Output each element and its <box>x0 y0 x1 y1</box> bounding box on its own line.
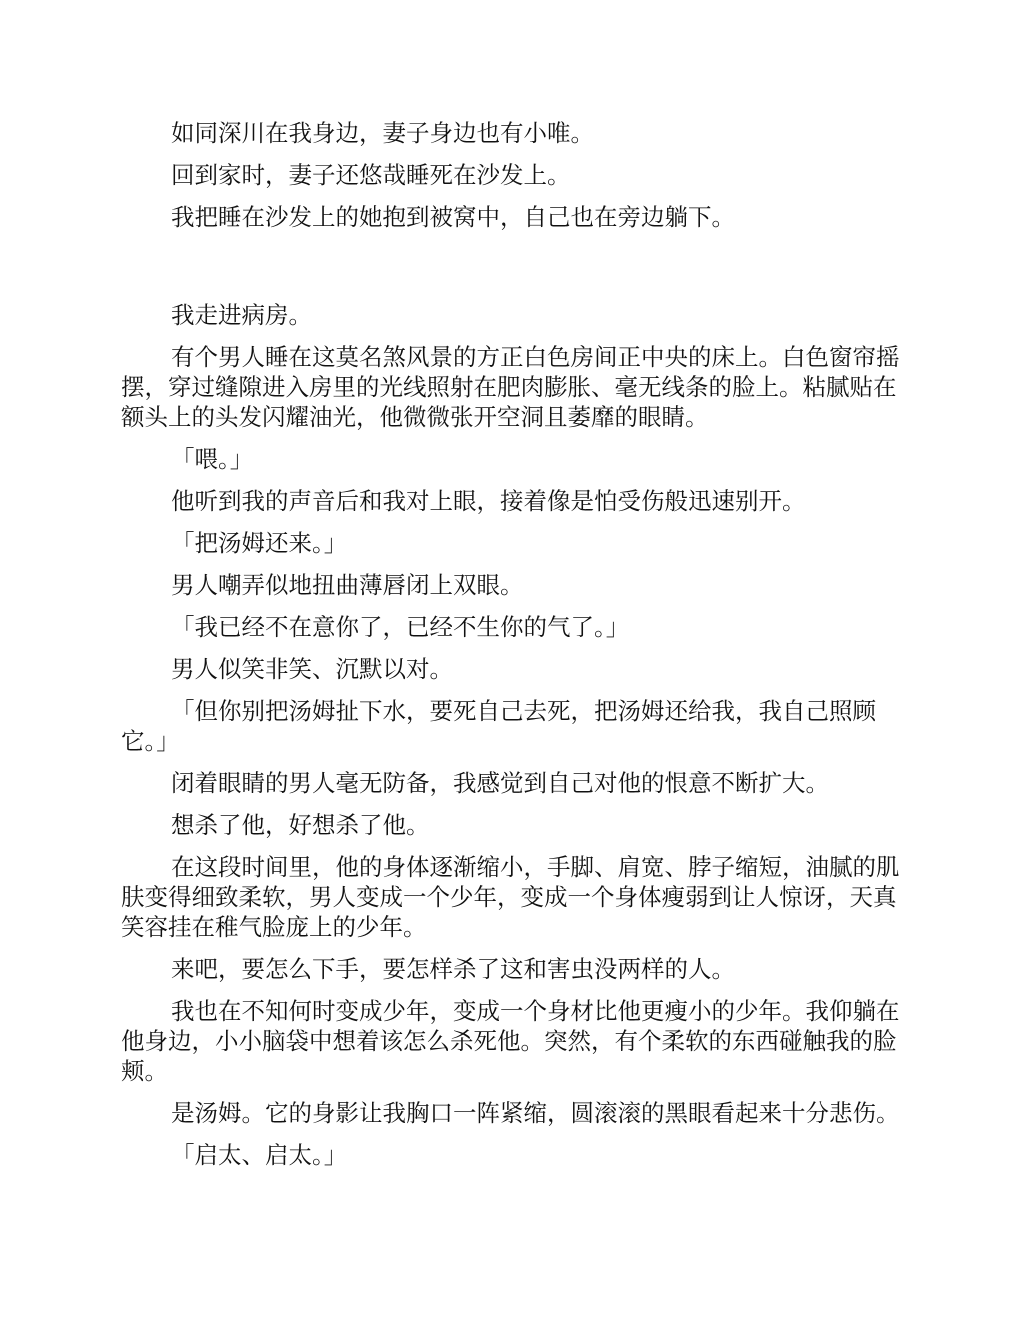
paragraph: 「启太、启太。」 <box>171 1141 348 1169</box>
paragraph: 有个男人睡在这莫名煞风景的方正白色房间正中央的床上。白色窗帘摇摆，穿过缝隙进入房里的光线照射在肥肉膨胀、毫无线条的脸上。粘腻贴在额头上的头发闪耀油光，他微微张开空洞且萎靡的眼睛。 <box>121 343 900 431</box>
paragraph: 男人嘲弄似地扭曲薄唇闭上双眼。 <box>171 571 524 599</box>
paragraph: 「但你别把汤姆扯下水，要死自己去死，把汤姆还给我，我自己照顾它。」 <box>121 697 876 755</box>
body-text <box>121 118 901 1182</box>
paragraph: 「喂。」 <box>171 445 254 473</box>
paragraph: 我把睡在沙发上的她抱到被窝中，自己也在旁边躺下。 <box>171 203 735 231</box>
paragraph: 在这段时间里，他的身体逐渐缩小，手脚、肩宽、脖子缩短，油腻的肌肤变得细致柔软，男人变成一个少年，变成一个身体瘦弱到让人惊讶，天真笑容挂在稚气脸庞上的少年。 <box>121 853 900 941</box>
section-break <box>121 244 901 300</box>
paragraph: 男人似笑非笑、沉默以对。 <box>171 655 453 683</box>
paragraph: 「把汤姆还来。」 <box>171 529 348 557</box>
paragraph: 我也在不知何时变成少年，变成一个身材比他更瘦小的少年。我仰躺在他身边，小小脑袋中想着该怎么杀死他。突然，有个柔软的东西碰触我的脸颊。 <box>121 997 900 1085</box>
paragraph: 回到家时，妻子还悠哉睡死在沙发上。 <box>171 161 571 189</box>
paragraph: 来吧，要怎么下手，要怎样杀了这和害虫没两样的人。 <box>171 955 735 983</box>
paragraph: 想杀了他，好想杀了他。 <box>171 811 430 839</box>
paragraph: 他听到我的声音后和我对上眼，接着像是怕受伤般迅速别开。 <box>171 487 806 515</box>
paragraph: 「我已经不在意你了，已经不生你的气了。」 <box>171 613 630 641</box>
paragraph: 我走进病房。 <box>171 301 312 329</box>
paragraph: 闭着眼睛的男人毫无防备，我感觉到自己对他的恨意不断扩大。 <box>171 769 829 797</box>
paragraph: 是汤姆。它的身影让我胸口一阵紧缩，圆滚滚的黑眼看起来十分悲伤。 <box>171 1099 900 1127</box>
paragraph: 如同深川在我身边，妻子身边也有小唯。 <box>171 119 594 147</box>
